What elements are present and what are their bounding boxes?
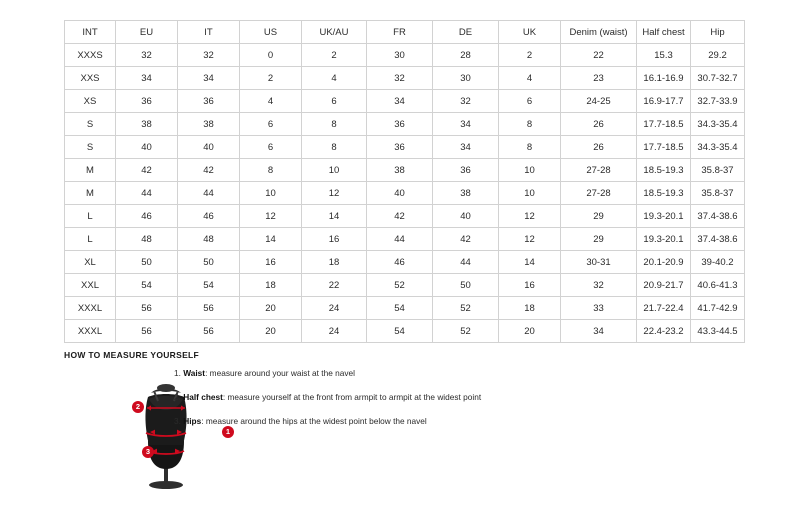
cell-fr: 40 (367, 182, 433, 205)
measure-marker-2: 2 (132, 401, 144, 413)
cell-uk-au: 2 (302, 44, 367, 67)
cell-denim-waist: 34 (561, 320, 637, 343)
cell-denim-waist: 23 (561, 67, 637, 90)
cell-eu: 48 (116, 228, 178, 251)
cell-fr: 30 (367, 44, 433, 67)
cell-us: 14 (240, 228, 302, 251)
cell-int: XL (65, 251, 116, 274)
cell-half-chest: 20.9-21.7 (637, 274, 691, 297)
cell-uk: 6 (499, 90, 561, 113)
cell-fr: 44 (367, 228, 433, 251)
cell-uk: 10 (499, 159, 561, 182)
cell-int: S (65, 113, 116, 136)
table-row (65, 320, 745, 343)
table-row (65, 251, 745, 274)
cell-eu: 46 (116, 205, 178, 228)
table-row (65, 182, 745, 205)
cell-eu: 56 (116, 297, 178, 320)
instruction-term: Hips (183, 416, 202, 426)
cell-fr: 34 (367, 90, 433, 113)
cell-fr: 36 (367, 113, 433, 136)
cell-de: 40 (433, 205, 499, 228)
cell-eu: 32 (116, 44, 178, 67)
cell-int: M (65, 182, 116, 205)
cell-eu: 50 (116, 251, 178, 274)
measure-instruction-hips (174, 416, 714, 427)
cell-uk-au: 10 (302, 159, 367, 182)
column-header-uk-au: UK/AU (302, 21, 367, 44)
cell-it: 48 (178, 228, 240, 251)
cell-eu: 36 (116, 90, 178, 113)
table-header (65, 21, 745, 44)
column-header-us: US (240, 21, 302, 44)
cell-hip: 41.7-42.9 (691, 297, 745, 320)
column-header-int: INT (65, 21, 116, 44)
cell-de: 34 (433, 136, 499, 159)
cell-int: M (65, 159, 116, 182)
cell-int: XXXS (65, 44, 116, 67)
cell-uk: 4 (499, 67, 561, 90)
cell-int: XS (65, 90, 116, 113)
cell-int: XXXL (65, 297, 116, 320)
cell-half-chest: 17.7-18.5 (637, 113, 691, 136)
column-header-uk: UK (499, 21, 561, 44)
how-to-measure-section (64, 363, 734, 493)
column-header-de: DE (433, 21, 499, 44)
column-header-hip: Hip (691, 21, 745, 44)
cell-half-chest: 18.5-19.3 (637, 159, 691, 182)
cell-half-chest: 17.7-18.5 (637, 136, 691, 159)
cell-de: 30 (433, 67, 499, 90)
cell-denim-waist: 29 (561, 228, 637, 251)
cell-hip: 37.4-38.6 (691, 205, 745, 228)
cell-int: XXS (65, 67, 116, 90)
cell-it: 54 (178, 274, 240, 297)
table-header-row (65, 21, 745, 44)
column-header-denim-waist: Denim (waist) (561, 21, 637, 44)
cell-de: 42 (433, 228, 499, 251)
how-to-measure-heading: HOW TO MEASURE YOURSELF (64, 350, 200, 360)
cell-half-chest: 16.9-17.7 (637, 90, 691, 113)
cell-half-chest: 21.7-22.4 (637, 297, 691, 320)
cell-de: 52 (433, 320, 499, 343)
column-header-half-chest: Half chest (637, 21, 691, 44)
cell-fr: 52 (367, 274, 433, 297)
cell-denim-waist: 22 (561, 44, 637, 67)
table-row (65, 136, 745, 159)
cell-fr: 46 (367, 251, 433, 274)
cell-us: 6 (240, 113, 302, 136)
cell-uk-au: 16 (302, 228, 367, 251)
cell-uk: 8 (499, 136, 561, 159)
cell-it: 44 (178, 182, 240, 205)
cell-uk-au: 8 (302, 136, 367, 159)
instruction-term: Half chest (183, 392, 223, 402)
table-row (65, 159, 745, 182)
cell-eu: 38 (116, 113, 178, 136)
cell-uk-au: 6 (302, 90, 367, 113)
measure-instruction-waist (174, 368, 714, 379)
cell-it: 36 (178, 90, 240, 113)
cell-hip: 34.3-35.4 (691, 113, 745, 136)
cell-fr: 32 (367, 67, 433, 90)
table-row (65, 113, 745, 136)
cell-it: 42 (178, 159, 240, 182)
cell-us: 12 (240, 205, 302, 228)
cell-hip: 43.3-44.5 (691, 320, 745, 343)
instruction-number: 1. (174, 368, 181, 378)
cell-de: 38 (433, 182, 499, 205)
instruction-term: Waist (183, 368, 206, 378)
cell-hip: 32.7-33.9 (691, 90, 745, 113)
cell-uk-au: 18 (302, 251, 367, 274)
table-row (65, 44, 745, 67)
cell-de: 52 (433, 297, 499, 320)
cell-uk: 2 (499, 44, 561, 67)
cell-hip: 35.8-37 (691, 159, 745, 182)
instruction-text: : measure yourself at the front from armpit to armpit at the widest point (222, 392, 482, 402)
cell-eu: 34 (116, 67, 178, 90)
cell-eu: 44 (116, 182, 178, 205)
cell-us: 18 (240, 274, 302, 297)
column-header-it: IT (178, 21, 240, 44)
instruction-text: : measure around the hips at the widest point below the navel (201, 416, 427, 426)
measure-marker-3: 3 (142, 446, 154, 458)
cell-half-chest: 19.3-20.1 (637, 228, 691, 251)
cell-fr: 54 (367, 297, 433, 320)
cell-fr: 38 (367, 159, 433, 182)
cell-eu: 56 (116, 320, 178, 343)
cell-int: L (65, 228, 116, 251)
cell-fr: 42 (367, 205, 433, 228)
instruction-number: 2. (174, 392, 181, 402)
cell-it: 56 (178, 297, 240, 320)
cell-uk: 18 (499, 297, 561, 320)
cell-hip: 29.2 (691, 44, 745, 67)
cell-half-chest: 16.1-16.9 (637, 67, 691, 90)
cell-hip: 35.8-37 (691, 182, 745, 205)
cell-de: 28 (433, 44, 499, 67)
cell-de: 32 (433, 90, 499, 113)
table-row (65, 274, 745, 297)
cell-us: 10 (240, 182, 302, 205)
cell-fr: 54 (367, 320, 433, 343)
cell-half-chest: 19.3-20.1 (637, 205, 691, 228)
cell-it: 40 (178, 136, 240, 159)
cell-de: 36 (433, 159, 499, 182)
cell-int: L (65, 205, 116, 228)
cell-uk: 8 (499, 113, 561, 136)
cell-us: 0 (240, 44, 302, 67)
cell-denim-waist: 27-28 (561, 159, 637, 182)
cell-denim-waist: 26 (561, 136, 637, 159)
instruction-number: 3. (174, 416, 181, 426)
table-row (65, 228, 745, 251)
cell-hip: 40.6-41.3 (691, 274, 745, 297)
cell-half-chest: 22.4-23.2 (637, 320, 691, 343)
cell-eu: 40 (116, 136, 178, 159)
cell-uk-au: 14 (302, 205, 367, 228)
size-chart-container (64, 20, 738, 343)
cell-denim-waist: 24-25 (561, 90, 637, 113)
cell-uk: 16 (499, 274, 561, 297)
cell-hip: 37.4-38.6 (691, 228, 745, 251)
table-body (65, 44, 745, 343)
cell-hip: 39-40.2 (691, 251, 745, 274)
cell-de: 50 (433, 274, 499, 297)
cell-uk: 10 (499, 182, 561, 205)
table-row (65, 297, 745, 320)
table-row (65, 67, 745, 90)
cell-uk-au: 24 (302, 320, 367, 343)
measure-marker-1: 1 (222, 426, 234, 438)
cell-uk: 14 (499, 251, 561, 274)
column-header-fr: FR (367, 21, 433, 44)
measure-instruction-half-chest (174, 392, 714, 403)
cell-us: 16 (240, 251, 302, 274)
cell-uk-au: 8 (302, 113, 367, 136)
cell-it: 50 (178, 251, 240, 274)
cell-it: 38 (178, 113, 240, 136)
cell-us: 8 (240, 159, 302, 182)
cell-uk: 12 (499, 205, 561, 228)
cell-us: 20 (240, 297, 302, 320)
cell-denim-waist: 30-31 (561, 251, 637, 274)
cell-de: 34 (433, 113, 499, 136)
cell-de: 44 (433, 251, 499, 274)
cell-denim-waist: 32 (561, 274, 637, 297)
cell-half-chest: 18.5-19.3 (637, 182, 691, 205)
cell-us: 6 (240, 136, 302, 159)
cell-hip: 30.7-32.7 (691, 67, 745, 90)
cell-uk-au: 12 (302, 182, 367, 205)
cell-it: 32 (178, 44, 240, 67)
cell-denim-waist: 33 (561, 297, 637, 320)
cell-uk-au: 22 (302, 274, 367, 297)
cell-uk-au: 24 (302, 297, 367, 320)
cell-it: 46 (178, 205, 240, 228)
cell-int: XXL (65, 274, 116, 297)
table-row (65, 205, 745, 228)
cell-uk: 20 (499, 320, 561, 343)
cell-us: 20 (240, 320, 302, 343)
cell-eu: 42 (116, 159, 178, 182)
column-header-eu: EU (116, 21, 178, 44)
cell-int: XXXL (65, 320, 116, 343)
instruction-text: : measure around your waist at the navel (205, 368, 355, 378)
cell-half-chest: 15.3 (637, 44, 691, 67)
size-chart-table (64, 20, 745, 343)
cell-hip: 34.3-35.4 (691, 136, 745, 159)
cell-denim-waist: 26 (561, 113, 637, 136)
cell-eu: 54 (116, 274, 178, 297)
cell-int: S (65, 136, 116, 159)
cell-us: 4 (240, 90, 302, 113)
table-row (65, 90, 745, 113)
cell-uk: 12 (499, 228, 561, 251)
cell-denim-waist: 27-28 (561, 182, 637, 205)
measure-instructions-list (174, 368, 714, 440)
cell-it: 34 (178, 67, 240, 90)
cell-denim-waist: 29 (561, 205, 637, 228)
cell-half-chest: 20.1-20.9 (637, 251, 691, 274)
cell-uk-au: 4 (302, 67, 367, 90)
cell-it: 56 (178, 320, 240, 343)
cell-fr: 36 (367, 136, 433, 159)
cell-us: 2 (240, 67, 302, 90)
